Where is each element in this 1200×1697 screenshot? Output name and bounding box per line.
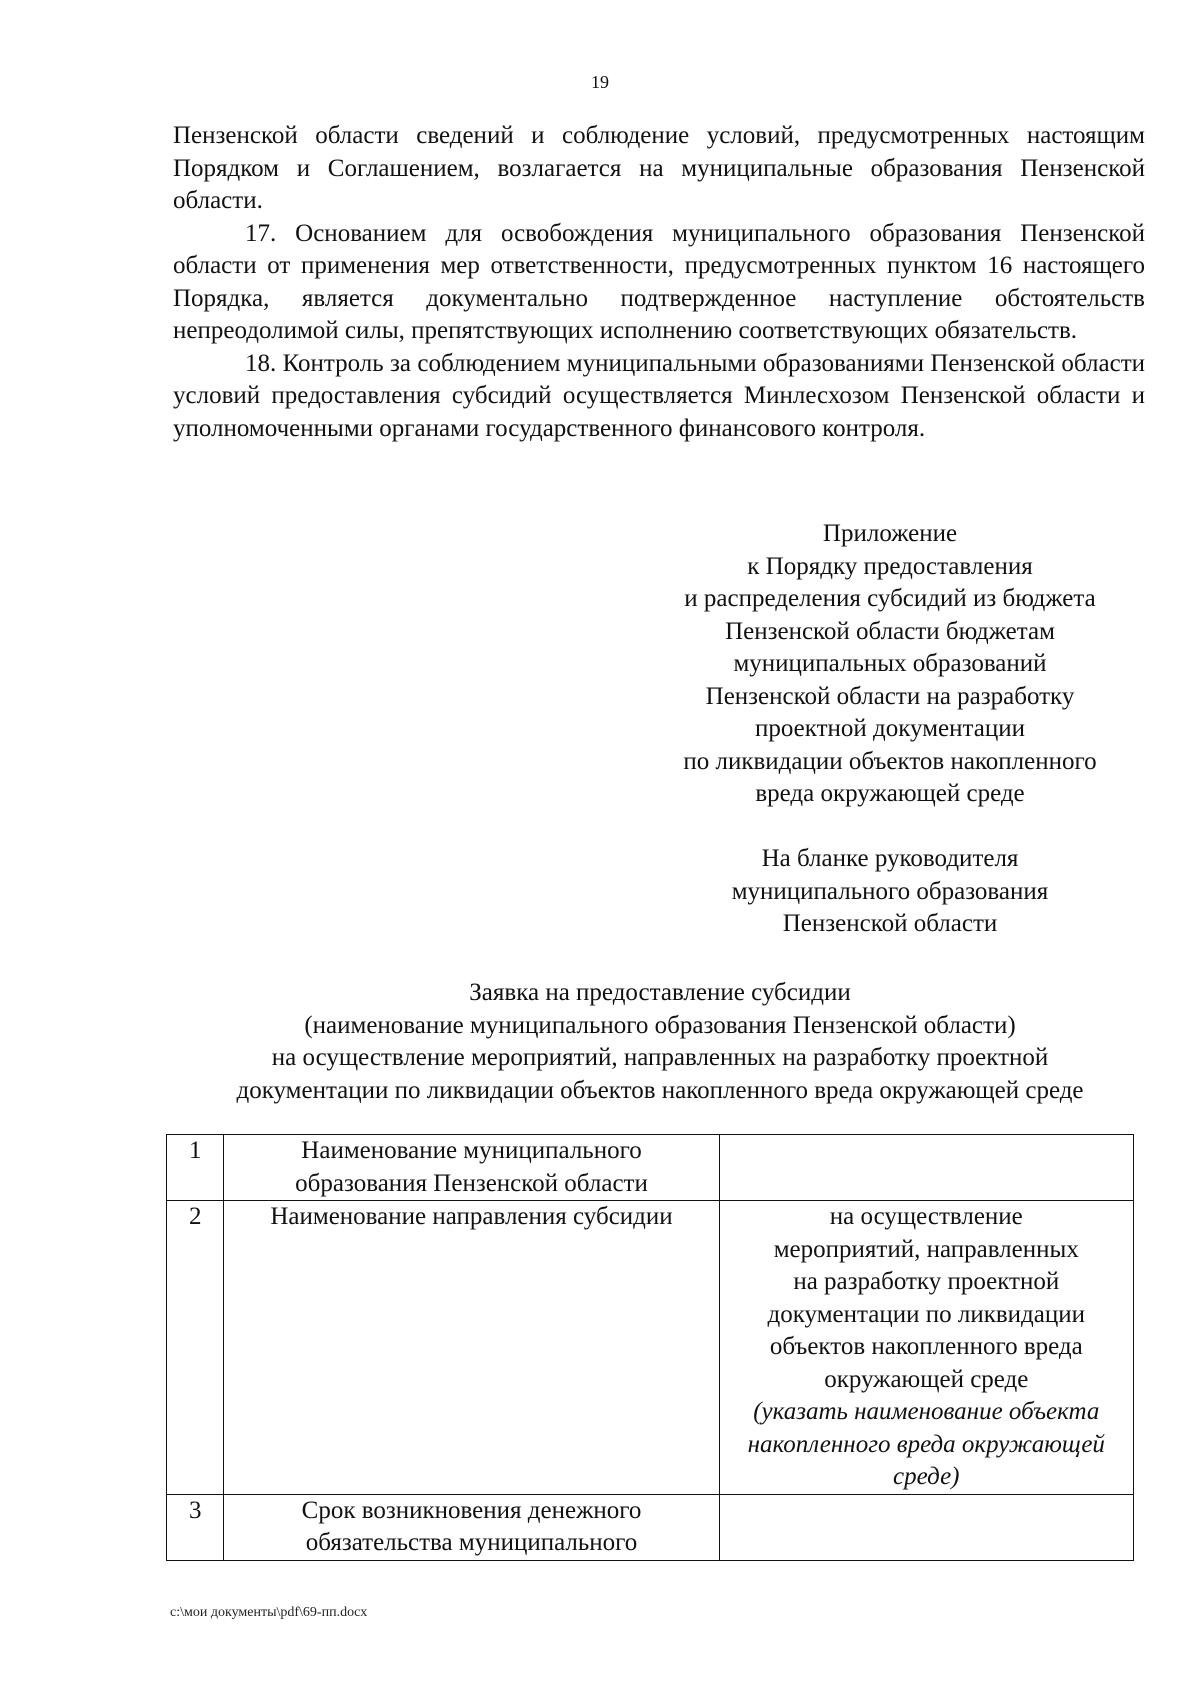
body-text <box>173 120 1145 445</box>
appendix-line: проектной документации <box>755 715 1025 742</box>
appendix-line: вреда окружающей среде <box>755 780 1025 807</box>
table-row <box>167 1135 1134 1201</box>
appendix-line: Пензенской области на разработку <box>705 682 1075 710</box>
row-name <box>224 1201 719 1495</box>
row-number: 3 <box>167 1494 224 1560</box>
row-value-line: мероприятий, направленных <box>773 1235 1079 1263</box>
row-value-line: объектов накопленного вреда <box>769 1333 1083 1360</box>
row-name-line: образования Пензенской области <box>295 1169 648 1197</box>
appendix-header <box>640 518 1140 941</box>
row-name-line: обязательства муниципального <box>305 1529 638 1556</box>
spacer <box>640 811 1140 844</box>
appendix-line: муниципальных образований <box>733 650 1047 677</box>
request-title-line: (наименование муниципального образования Пензенской области) <box>304 1011 1016 1039</box>
request-table <box>166 1134 1134 1561</box>
row-name-line: Наименование направления субсидии <box>270 1203 673 1230</box>
row-value <box>719 1201 1133 1495</box>
letterhead-line: На бланке руководителя <box>761 845 1019 872</box>
row-value-note: (указать наименование объекта накопленного вреда окружающей среде) <box>747 1398 1105 1490</box>
table-row <box>167 1494 1134 1560</box>
paragraph-17: 17. Основанием для освобождения муниципального образования Пензенской области от применения мер ответственности, предусмотренных пунктом 16 настоящего Порядка, является документально подтвержденное наступление обстоятельств непреодолимой силы, препятствующих исполнению соответствующих обязательств. <box>173 219 1145 344</box>
paragraph-18: 18. Контроль за соблюдением муниципальными образованиями Пензенской области условий предоставления субсидий осуществляется Минлесхозом Пензенской области и уполномоченными органами государственного финансового контроля. <box>173 349 1145 442</box>
appendix-line: Пензенской области бюджетам <box>725 617 1055 645</box>
appendix-line: к Порядку предоставления <box>747 552 1033 580</box>
row-value <box>719 1494 1133 1560</box>
page-number: 19 <box>591 72 609 92</box>
request-title <box>160 977 1160 1107</box>
row-value-line: документации по ликвидации <box>767 1300 1086 1328</box>
row-value-line: окружающей среде <box>824 1365 1029 1393</box>
footer-file-path: c:\мои документы\pdf\69-пп.docx <box>170 1605 368 1620</box>
appendix-line: Приложение <box>822 520 958 547</box>
appendix-line: по ликвидации объектов накопленного <box>683 747 1097 775</box>
table-row <box>167 1201 1134 1495</box>
paragraph-continuation: Пензенской области сведений и соблюдение условий, предусмотренных настоящим Порядком и Соглашением, возлагается на муниципальные образования Пензенской области. <box>173 122 1145 214</box>
row-name-line: Срок возникновения денежного <box>301 1496 642 1524</box>
letterhead-line: Пензенской области <box>782 910 998 937</box>
letterhead-line: муниципального образования <box>731 877 1049 905</box>
row-name <box>224 1135 719 1201</box>
row-value-line: на осуществление <box>829 1203 1023 1230</box>
request-title-line: документации по ликвидации объектов накопленного вреда окружающей среде <box>236 1076 1084 1104</box>
row-value-line: на разработку проектной <box>793 1268 1060 1295</box>
row-name <box>224 1494 719 1560</box>
request-title-line: на осуществление мероприятий, направленных на разработку проектной <box>271 1044 1049 1071</box>
row-value <box>719 1135 1133 1201</box>
row-name-line: Наименование муниципального <box>301 1137 642 1164</box>
appendix-line: и распределения субсидий из бюджета <box>684 585 1096 612</box>
row-number: 1 <box>167 1135 224 1201</box>
request-title-line: Заявка на предоставление субсидии <box>469 979 851 1006</box>
row-number: 2 <box>167 1201 224 1495</box>
